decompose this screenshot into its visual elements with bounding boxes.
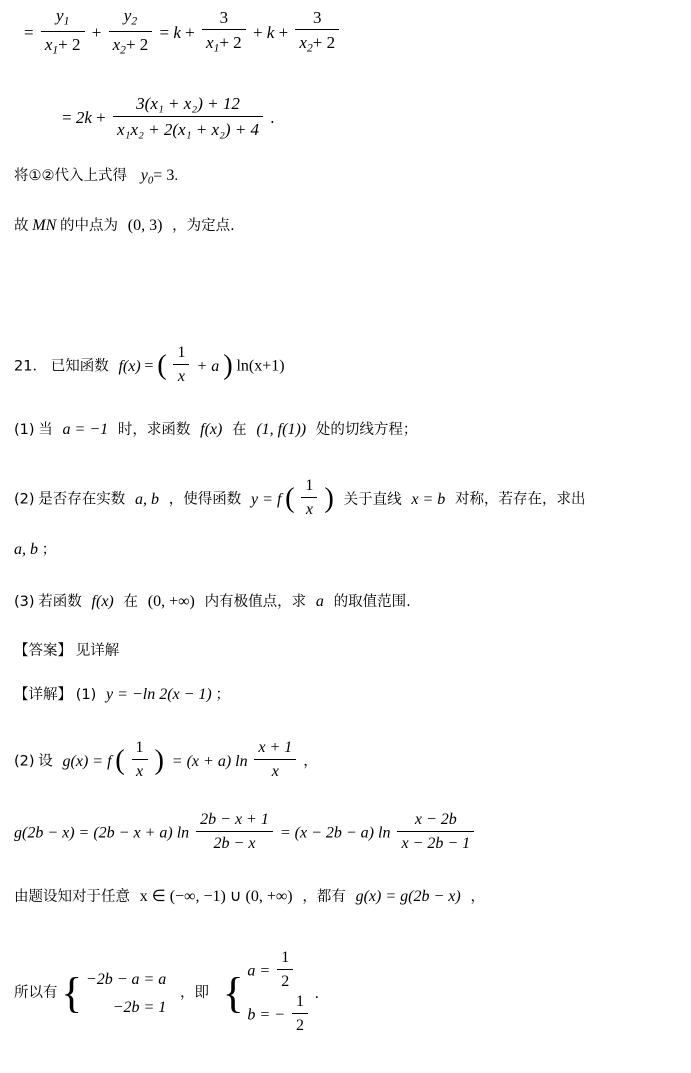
equals-sign: = — [24, 23, 34, 43]
item-text-a: 当 — [38, 422, 53, 438]
left-paren: ( — [115, 744, 125, 776]
variable-a-equals: a = — [247, 962, 271, 980]
fraction-denominator: 2 — [281, 972, 290, 990]
period: . — [270, 108, 275, 128]
item-text-b: 时，求函数 — [117, 422, 191, 438]
equation-line-1 — [24, 8, 342, 60]
item-text-d: 处的切线方程； — [315, 422, 418, 438]
equals-sign: = — [62, 108, 72, 128]
item-label: (1) — [14, 422, 35, 438]
item-label: (2) — [14, 491, 35, 508]
period: . — [314, 985, 319, 1002]
problem-21-stem — [14, 345, 285, 389]
variable-a: a — [315, 593, 324, 610]
equation-row: −2b = 1 — [112, 999, 167, 1016]
denominator-x-subscript: 2 — [306, 41, 313, 55]
fraction-denominator: x − 2b − 1 — [401, 834, 471, 852]
denominator-x: x — [206, 33, 214, 53]
fraction-numerator: 1 — [132, 738, 148, 760]
function-y-equals-f: y = f — [251, 490, 282, 508]
solution-condition-line — [14, 885, 485, 909]
tangent-line-equation: y = −ln 2(x − 1) — [106, 686, 212, 703]
term-2k: 2k — [75, 108, 92, 128]
function-fx: f(x) — [200, 421, 223, 438]
problem-stem-text: 已知函数 — [50, 358, 109, 375]
fraction-numerator: 2b − x + 1 — [196, 810, 273, 832]
symmetry-equation: g(x) = g(2b − x) — [355, 888, 461, 905]
fraction-1 — [196, 810, 273, 854]
item-text-c: 内有极值点，求 — [204, 594, 307, 610]
fraction-denominator: x — [305, 500, 313, 518]
semicolon: ； — [215, 687, 230, 703]
fraction-numerator: 1 — [292, 992, 308, 1014]
fraction-2 — [397, 810, 474, 854]
denominator-x: x — [299, 33, 307, 53]
left-brace-1: { — [61, 969, 83, 1018]
numerator-3: 3 — [202, 7, 246, 30]
semicolon: ； — [41, 542, 57, 558]
solution-part-2-definition — [14, 740, 318, 784]
plus-a: + a — [196, 357, 220, 375]
fraction-numerator: 1 — [173, 343, 189, 365]
denominator-x-subscript: 1 — [52, 43, 59, 57]
solution-system-line — [14, 950, 319, 1038]
plus-sign: + — [96, 108, 106, 128]
fraction-denominator: 2b − x — [213, 834, 256, 852]
fraction-denominator: x — [271, 762, 279, 780]
interval-zero-infinity: (0, +∞) — [147, 593, 195, 610]
system-left-equations — [86, 966, 166, 1022]
system-prefix: 所以有 — [14, 985, 58, 1002]
comma: ， — [303, 753, 318, 770]
fraction-denominator: 2 — [296, 1016, 305, 1034]
fraction-one-over-x — [301, 476, 317, 520]
fraction-numerator: x − 2b — [397, 810, 474, 832]
numerator-y-subscript: 2 — [131, 15, 138, 29]
problem-21-item-3 — [14, 590, 411, 614]
comma: ， — [470, 889, 485, 905]
numerator-y: y — [123, 6, 132, 26]
variable-b-equals: b = − — [247, 1006, 286, 1024]
fraction-numerator: x + 1 — [254, 738, 296, 760]
variable-y: y — [140, 167, 148, 184]
equals-expression: = (x + a) ln — [171, 752, 248, 770]
system-right-equations — [247, 950, 311, 1038]
left-paren: ( — [157, 349, 167, 381]
condition-prefix: 由题设知对于任意 — [14, 889, 130, 905]
denominator-rest: + 2 — [312, 33, 336, 53]
left-brace-2: { — [222, 969, 244, 1018]
numerator-y: y — [56, 6, 64, 26]
fraction-3-x1plus2 — [202, 7, 246, 56]
item-text-a: 若函数 — [38, 594, 82, 610]
item-text-b: ，使得函数 — [168, 491, 242, 508]
item-text-b: 在 — [123, 594, 138, 610]
midpoint-prefix: 故 — [14, 218, 29, 234]
system-mid-text: ，即 — [180, 985, 210, 1002]
equation-row — [247, 950, 311, 994]
equation-row: −2b − a = a — [85, 971, 167, 988]
equals-three: = 3 — [153, 167, 175, 184]
item-text-c: 关于直线 — [343, 491, 402, 508]
fraction-denominator: x — [177, 367, 185, 385]
item-label: (3) — [14, 594, 35, 610]
period: . — [174, 168, 179, 184]
variable-k-1: k — [173, 23, 181, 43]
equation-line-2 — [62, 96, 275, 143]
answer-line — [14, 640, 119, 663]
point-1-f1: (1, f(1)) — [256, 421, 307, 438]
line-x-equals-b: x = b — [411, 490, 446, 508]
equation-row — [247, 994, 311, 1038]
plus-sign-4: + — [278, 23, 289, 43]
problem-21-item-2 — [14, 478, 586, 522]
variables-ab: a, b — [14, 541, 38, 558]
problem-21-item-1 — [14, 418, 417, 442]
function-gx: g(x) = f — [62, 752, 112, 770]
solution-part-1 — [14, 683, 230, 707]
denominator-rest: + 2 — [125, 34, 149, 54]
substitute-text: 将①②代入上式得 — [14, 168, 127, 184]
function-fx: f(x) — [118, 357, 141, 375]
equals-sign: = — [144, 357, 154, 375]
denominator-x: x — [44, 34, 53, 54]
denominator-rest: + 2 — [58, 34, 81, 54]
numerator-y-subscript: 1 — [63, 15, 70, 29]
math-y0 — [140, 167, 175, 187]
item-text-d: 对称，若存在，求出 — [455, 491, 586, 508]
fraction-3-x2plus2 — [295, 7, 339, 56]
segment-mn: MN — [32, 217, 57, 234]
right-paren: ) — [324, 482, 334, 514]
midpoint-text: 的中点为 — [60, 218, 118, 234]
item-text-c: 在 — [232, 422, 247, 438]
fraction-one-over-x — [173, 343, 189, 387]
fraction-big — [113, 93, 263, 140]
equals-sign-2: = — [159, 23, 170, 43]
point-coordinates: (0, 3) — [127, 217, 163, 234]
left-paren: ( — [285, 482, 295, 514]
fraction-y2-x2plus2 — [109, 5, 153, 57]
fraction-y1-x1plus2 — [41, 5, 85, 57]
problem-21-item-2-continued — [14, 538, 56, 562]
fraction-xplus1-over-x — [254, 738, 296, 782]
right-paren: ) — [154, 744, 165, 776]
condition-mid: ，都有 — [302, 889, 346, 905]
variable-k-2: k — [266, 23, 275, 43]
ln-term: ln(x+1) — [236, 357, 285, 375]
condition-a: a = −1 — [62, 421, 109, 438]
numerator-3: 3 — [295, 7, 339, 30]
domain-interval: x ∈ (−∞, −1) ∪ (0, +∞) — [139, 888, 293, 905]
variable-y-subscript: 0 — [147, 174, 154, 187]
plus-sign-2: + — [185, 23, 195, 43]
part-label: (2) — [14, 753, 35, 770]
denominator-x: x — [112, 34, 121, 54]
lead-text: 设 — [38, 753, 53, 770]
variables-ab: a, b — [135, 490, 160, 508]
plus-sign-3: + — [252, 23, 263, 43]
answer-text: 见详解 — [75, 643, 120, 659]
part-label: (1) — [75, 687, 97, 703]
fraction-denominator: x — [135, 762, 144, 780]
text-line-substitute — [14, 164, 178, 189]
fraction-one-half — [292, 992, 308, 1036]
fraction-denominator: x₁x₂ + 2(x₁ + x₂) + 4 — [116, 119, 260, 139]
solution-label: 【详解】 — [14, 687, 72, 703]
text-line-midpoint — [14, 214, 235, 238]
fraction-numerator: 1 — [301, 476, 317, 498]
equation-g-2b-minus-x — [14, 812, 477, 856]
equals-expression: = (x − 2b − a) ln — [279, 824, 391, 842]
denominator-rest: + 2 — [219, 33, 242, 53]
fraction-numerator: 1 — [277, 948, 293, 970]
denominator-x-subscript: 1 — [213, 41, 220, 55]
plus-sign-1: + — [91, 23, 102, 43]
fixed-point-text: ，为定点. — [172, 218, 235, 234]
denominator-x-subscript: 2 — [120, 43, 126, 57]
fraction-numerator: 3(x₁ + x₂) + 12 — [113, 93, 263, 116]
right-paren: ) — [223, 349, 233, 381]
problem-number: 21． — [14, 358, 47, 375]
function-fx: f(x) — [91, 593, 114, 610]
item-text-a: 是否存在实数 — [38, 491, 126, 508]
fraction-one-half — [277, 948, 293, 992]
lhs-expression: g(2b − x) = (2b − x + a) ln — [14, 824, 190, 842]
item-text-d: 的取值范围. — [333, 594, 411, 610]
answer-label: 【答案】 — [14, 643, 72, 659]
fraction-one-over-x — [132, 738, 148, 782]
